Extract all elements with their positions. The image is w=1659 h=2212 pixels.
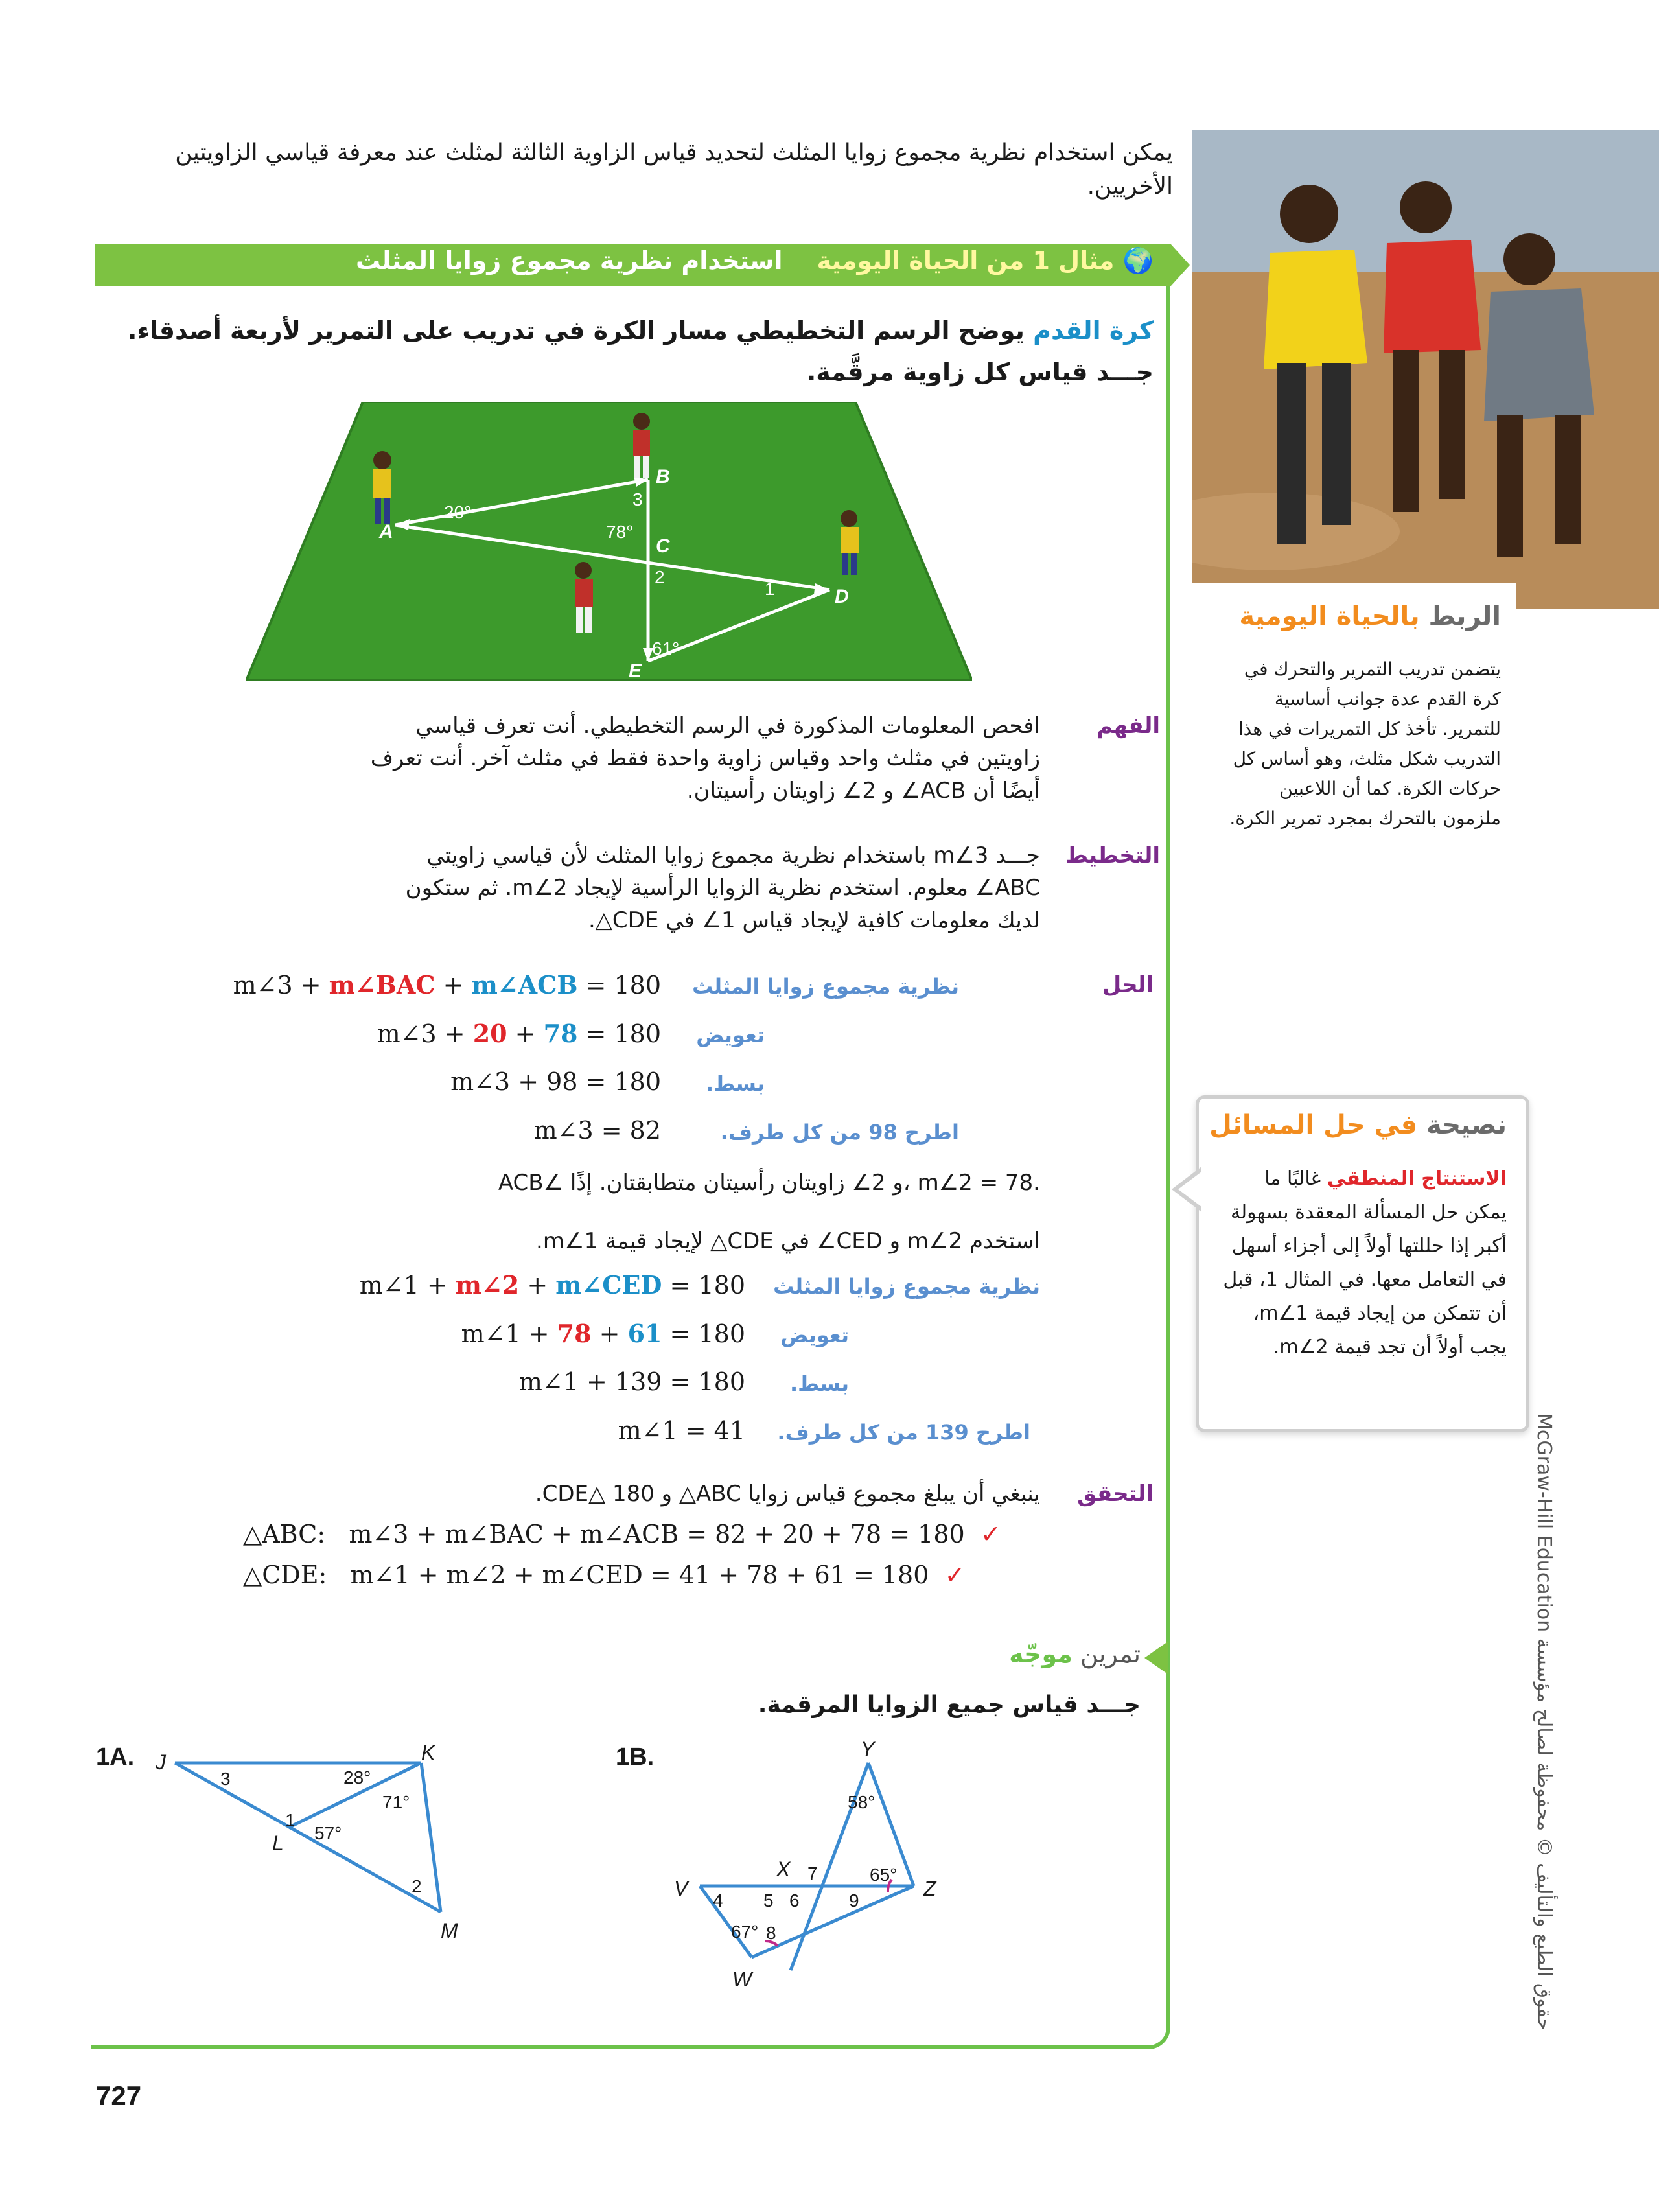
svg-text:W: W bbox=[732, 1968, 752, 1991]
point-b-label: B bbox=[656, 466, 670, 487]
svg-text:57°: 57° bbox=[314, 1823, 342, 1843]
svg-text:7: 7 bbox=[807, 1863, 818, 1883]
understand-label: الفهم bbox=[1096, 713, 1160, 739]
vertical-angles-note: ACB∠ و 2∠ زاويتان رأسيتان متطابقتان. إذًا، m∠2 = 78. bbox=[498, 1170, 1040, 1196]
angle-1-label: 1 bbox=[765, 579, 775, 599]
reason-7: بسط. bbox=[790, 1371, 849, 1396]
guided-arrow-icon bbox=[1144, 1642, 1168, 1674]
example-problem: كرة القدم يوضح الرسم التخطيطي مسار الكرة في تدريب على التمرير لأربعة أصدقاء. جـــد قياس كل زاوية مرقَّمة. bbox=[128, 316, 1154, 386]
passing-drill-diagram bbox=[246, 402, 972, 681]
equation-1: m∠3 + m∠BAC + m∠ACB = 180 bbox=[233, 970, 661, 999]
svg-text:V: V bbox=[674, 1877, 688, 1900]
globe-icon: 🌍 bbox=[1122, 246, 1154, 275]
real-world-link-box bbox=[1192, 583, 1516, 888]
reason-3: بسط. bbox=[706, 1071, 765, 1096]
reason-6: تعويض bbox=[780, 1323, 849, 1347]
check-text: ينبغي أن يبلغ مجموع قياس زوايا ABC△ و CDE△ 180. bbox=[535, 1481, 1040, 1507]
equation-3: m∠3 + 98 = 180 bbox=[450, 1067, 661, 1096]
svg-text:5: 5 bbox=[763, 1891, 774, 1911]
svg-text:Y: Y bbox=[861, 1738, 875, 1761]
reason-4: اطرح 98 من كل طرف. bbox=[720, 1120, 959, 1145]
copyright-notice: حقوق الطبع والتأليف © محفوظة لصالح مؤسسة McGraw-Hill Education bbox=[1533, 1413, 1555, 2031]
angle-3-label: 3 bbox=[632, 489, 643, 509]
svg-text:3: 3 bbox=[220, 1769, 231, 1789]
problem-1a-label: 1A. bbox=[96, 1743, 135, 1771]
use-note: استخدم m∠2 و CED∠ في CDE△ لإيجاد قيمة m∠1. bbox=[536, 1228, 1040, 1254]
tip-text: الاستنتاج المنطقي غالبًا ما يمكن حل المسألة المعقدة بسهولة أكبر إذا حللتها أولاً إلى أجزاء أسهل في التعامل معها. في المثال 1، قبل أن تتمكن من إيجاد قيمة m∠1، يجب أولاً أن تجد قيمة m∠2. bbox=[1223, 1167, 1507, 1358]
problem-1a-figure bbox=[149, 1743, 512, 1951]
point-a-label: A bbox=[379, 521, 393, 542]
svg-text:L: L bbox=[272, 1832, 284, 1855]
angle-2-label: 2 bbox=[655, 567, 665, 587]
svg-text:9: 9 bbox=[849, 1891, 859, 1911]
header-arrow bbox=[1170, 244, 1190, 286]
svg-text:1: 1 bbox=[285, 1810, 296, 1830]
example-title: 🌍 مثال 1 من الحياة اليومية استخدام نظرية مجموع زوايا المثلث bbox=[355, 246, 1154, 275]
point-e-label: E bbox=[629, 660, 642, 681]
tip-title: نصيحة في حل المسائل bbox=[1209, 1110, 1507, 1140]
svg-text:71°: 71° bbox=[382, 1792, 410, 1812]
equation-8: m∠1 = 41 bbox=[618, 1416, 745, 1445]
svg-text:28°: 28° bbox=[343, 1767, 371, 1787]
plan-label: التخطيط bbox=[1065, 843, 1160, 868]
angle-61-label: 61° bbox=[652, 638, 680, 658]
svg-text:Z: Z bbox=[923, 1877, 936, 1900]
svg-text:67°: 67° bbox=[731, 1922, 759, 1942]
reason-1: نظرية مجموع زوايا المثلث bbox=[692, 974, 959, 999]
guided-practice-title: تمرين موجّه bbox=[1009, 1640, 1141, 1668]
solve-label: الحل bbox=[1102, 972, 1154, 998]
svg-text:2: 2 bbox=[412, 1876, 422, 1896]
svg-text:6: 6 bbox=[789, 1891, 800, 1911]
guided-practice-instruction: جـــد قياس جميع الزوايا المرقمة. bbox=[758, 1692, 1141, 1718]
intro-paragraph: يمكن استخدام نظرية مجموع زوايا المثلث لتحديد قياس الزاوية الثالثة لمثلث عند معرفة قياسي الزاويتين الأخريين. bbox=[175, 139, 1173, 200]
plan-text: جـــد m∠3 باستخدام نظرية مجموع زوايا المثلث لأن قياسي زاويتي ABC∠ معلوم. استخدم نظرية الزوايا الرأسية لإيجاد m∠2. ثم ستكون لديك معلومات كافية لإيجاد قياس 1∠ في CDE△. bbox=[405, 843, 1040, 933]
equation-2: m∠3 + 20 + 78 = 180 bbox=[377, 1019, 661, 1048]
svg-text:X: X bbox=[776, 1857, 791, 1881]
check-line-abc: △ABC: m∠3 + m∠BAC + m∠ACB = 82 + 20 + 78 = 180 ✓ bbox=[243, 1520, 1001, 1548]
point-c-label: C bbox=[656, 535, 670, 557]
page-number: 727 bbox=[96, 2080, 142, 2111]
equation-4: m∠3 = 82 bbox=[533, 1116, 661, 1145]
real-world-link-title: الربط بالحياة اليومية bbox=[1239, 601, 1501, 631]
angle-78-label: 78° bbox=[606, 522, 634, 542]
reason-8: اطرح 139 من كل طرف. bbox=[777, 1420, 1030, 1445]
understand-text: افحص المعلومات المذكورة في الرسم التخطيطي. أنت تعرف قياسي زاويتين في مثلث واحد وقياس زاوية واحدة فقط في مثلث آخر. أنت تعرف أيضًا أن ACB∠ و 2∠ زاويتان رأسيتان. bbox=[370, 713, 1040, 804]
svg-text:M: M bbox=[441, 1919, 458, 1942]
equation-6: m∠1 + 78 + 61 = 180 bbox=[461, 1319, 745, 1348]
svg-text:65°: 65° bbox=[870, 1865, 898, 1885]
svg-text:58°: 58° bbox=[848, 1792, 876, 1812]
problem-1b-label: 1B. bbox=[616, 1743, 655, 1771]
checkmark-icon: ✓ bbox=[980, 1520, 1001, 1548]
svg-text:4: 4 bbox=[713, 1891, 723, 1911]
real-world-link-text: يتضمن تدريب التمرير والتحرك في كرة القدم عدة جوانب أساسية للتمرير. تأخذ كل التمريرات في هذا التدريب شكل مثلث، وهو أساس كل حركات الكرة. كما أن اللاعبين ملزمون بالتحرك بمجرد تمرير الكرة. bbox=[1229, 658, 1501, 829]
svg-text:J: J bbox=[156, 1751, 166, 1774]
soccer-photo bbox=[1192, 130, 1659, 609]
problem-1b-figure bbox=[661, 1737, 998, 1996]
svg-text:K: K bbox=[421, 1743, 435, 1764]
svg-text:8: 8 bbox=[766, 1923, 776, 1943]
reason-5: نظرية مجموع زوايا المثلث bbox=[773, 1274, 1040, 1299]
equation-5: m∠1 + m∠2 + m∠CED = 180 bbox=[359, 1270, 745, 1299]
reason-2: تعويض bbox=[696, 1023, 765, 1047]
check-line-cde: △CDE: m∠1 + m∠2 + m∠CED = 41 + 78 + 61 = 180 ✓ bbox=[243, 1561, 966, 1589]
point-d-label: D bbox=[835, 586, 849, 607]
equation-7: m∠1 + 139 = 180 bbox=[518, 1368, 745, 1396]
checkmark-icon: ✓ bbox=[944, 1561, 966, 1589]
tip-subtitle: الاستنتاج المنطقي bbox=[1327, 1167, 1507, 1190]
problem-solving-tip-box bbox=[1196, 1095, 1529, 1432]
angle-20-label: 20° bbox=[444, 502, 472, 522]
tip-pointer bbox=[1172, 1167, 1201, 1212]
check-label: التحقق bbox=[1077, 1481, 1154, 1507]
